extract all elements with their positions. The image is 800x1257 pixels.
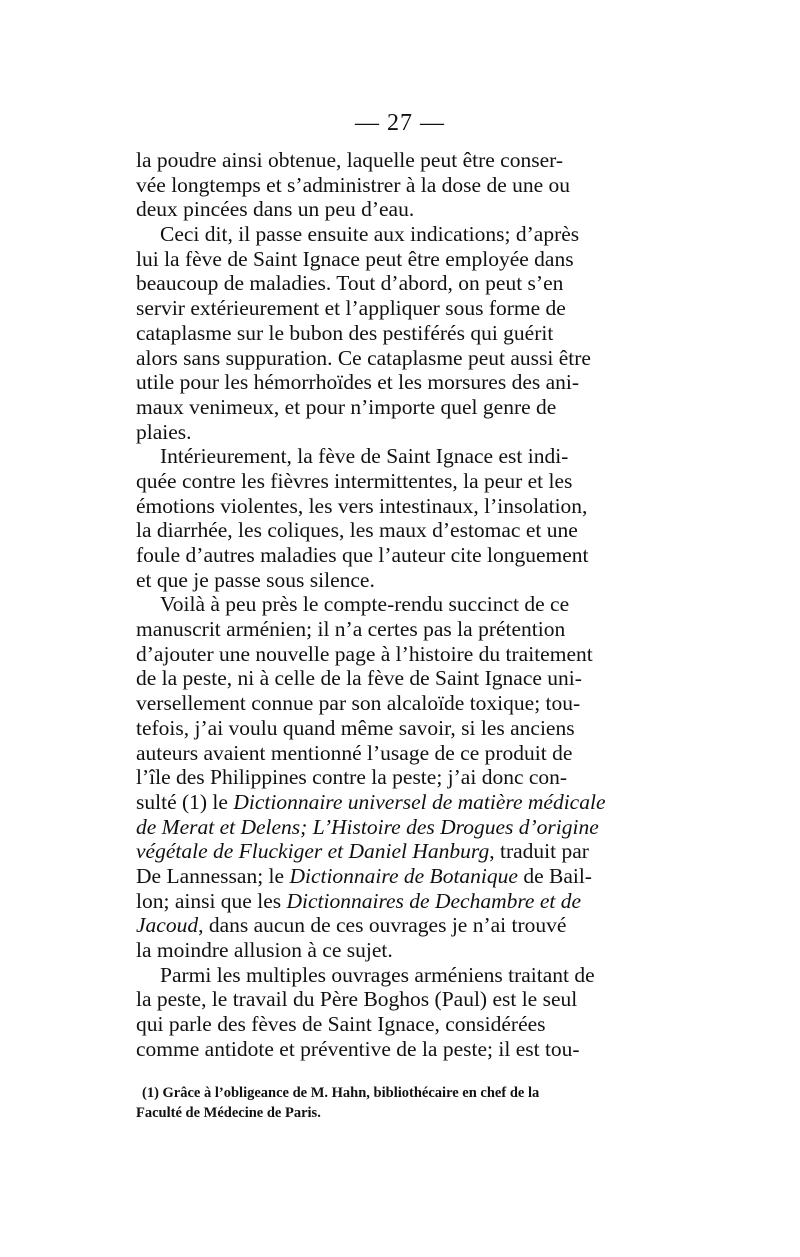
footnote-line: Faculté de Médecine de Paris. <box>136 1105 321 1121</box>
text-line: lui la fève de Saint Ignace peut être employée dans <box>136 246 574 271</box>
text-line: Intérieurement, la fève de Saint Ignace est indi- <box>160 444 569 469</box>
text-line: quée contre les fièvres intermittentes, la peur et les <box>136 468 573 493</box>
text-line: qui parle des fèves de Saint Ignace, considérées <box>136 1012 546 1037</box>
text-line: Parmi les multiples ouvrages arméniens traitant de <box>160 962 595 987</box>
text-line: la moindre allusion à ce sujet. <box>136 938 393 962</box>
text-line: versellement connue par son alcaloïde toxique; tou- <box>136 691 581 716</box>
text-line: cataplasme sur le bubon des pestiférés qui guérit <box>136 320 554 345</box>
text-line: De Lannessan; le Dictionnaire de Botanique de Bail- <box>136 863 592 888</box>
page-number: — 27 — <box>355 110 445 136</box>
text-line: alors sans suppuration. Ce cataplasme peut aussi être <box>136 345 591 370</box>
body-text <box>136 148 668 1061</box>
text-line: émotions violentes, les vers intestinaux, l’insolation, <box>136 493 588 518</box>
text-line: végétale de Fluckiger et Daniel Hanburg, traduit par <box>136 839 589 864</box>
text-line: comme antidote et préventive de la peste; il est tou- <box>136 1036 580 1061</box>
text-line: et que je passe sous silence. <box>136 567 375 592</box>
text-line: plaies. <box>136 419 192 444</box>
text-line: Jacoud, dans aucun de ces ouvrages je n’ai trouvé <box>136 913 567 938</box>
text-line: Voilà à peu près le compte-rendu succinct de ce <box>160 592 570 617</box>
footnote-line: (1) Grâce à l’obligeance de M. Hahn, bibliothécaire en chef de la <box>142 1085 540 1101</box>
text-line: Ceci dit, il passe ensuite aux indications; d’après <box>160 222 580 247</box>
text-line: vée longtemps et s’administrer à la dose de une ou <box>136 172 571 197</box>
footnote <box>136 1083 668 1123</box>
italic-title: de Merat et Delens; L’Histoire des Drogues d’origine <box>136 814 599 839</box>
text-line: la diarrhée, les coliques, les maux d’estomac et une <box>136 518 578 543</box>
text-line: lon; ainsi que les Dictionnaires de Dechambre et de <box>136 888 582 913</box>
italic-title: Jacoud <box>136 913 199 938</box>
text-line: d’ajouter une nouvelle page à l’histoire du traitement <box>136 641 593 666</box>
text-line: l’île des Philippines contre la peste; j’ai donc con- <box>136 765 568 790</box>
text-line: manuscrit arménien; il n’a certes pas la prétention <box>136 617 566 642</box>
text-line: beaucoup de maladies. Tout d’abord, on peut s’en <box>136 271 564 296</box>
text-line: tefois, j’ai voulu quand même savoir, si les anciens <box>136 715 575 740</box>
text-line: foule d’autres maladies que l’auteur cite longuement <box>136 543 589 567</box>
text-line: maux venimeux, et pour n’importe quel genre de <box>136 394 557 419</box>
text-line: utile pour les hémorrhoïdes et les morsures des ani- <box>136 370 580 395</box>
text-line: la poudre ainsi obtenue, laquelle peut être conser- <box>136 148 564 172</box>
text-line: de la peste, ni à celle de la fève de Saint Ignace uni- <box>136 666 582 691</box>
italic-title: Dictionnaires de Dechambre et de <box>286 888 582 913</box>
text-line: sulté (1) le Dictionnaire universel de matière médicale <box>136 789 606 814</box>
italic-title: Dictionnaire de Botanique <box>289 863 518 888</box>
italic-title: végétale de Fluckiger et Daniel Hanburg <box>136 839 490 864</box>
text-line: deux pincées dans un peu d’eau. <box>136 197 415 222</box>
text-line: la peste, le travail du Père Boghos (Paul) est le seul <box>136 987 578 1012</box>
text-line: auteurs avaient mentionné l’usage de ce produit de <box>136 740 573 765</box>
text-line <box>136 815 668 840</box>
italic-title: Dictionnaire universel de matière médicale <box>233 789 606 814</box>
text-line: servir extérieurement et l’appliquer sous forme de <box>136 296 566 321</box>
